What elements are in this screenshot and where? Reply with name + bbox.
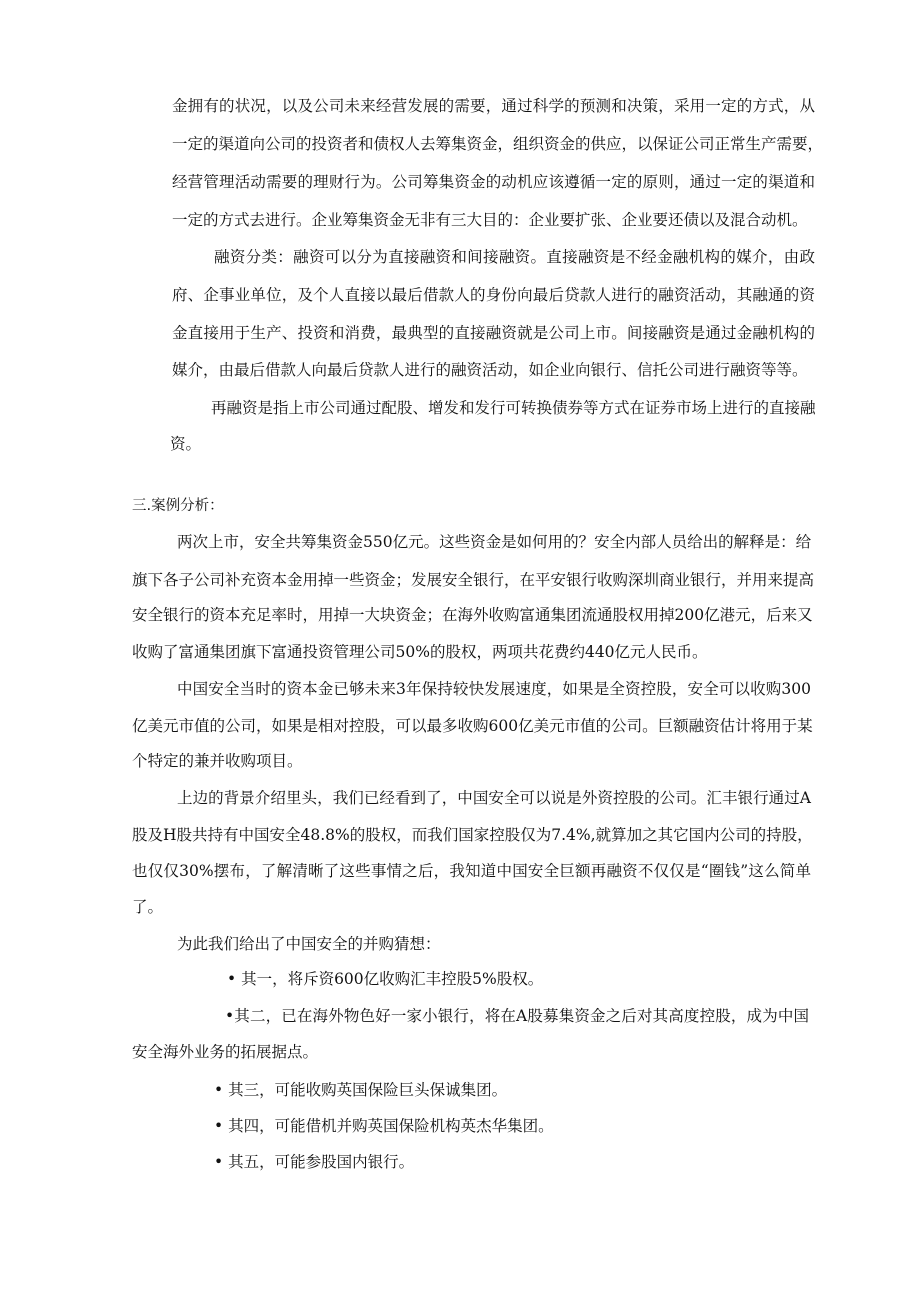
bullet-item-4: • 其四，可能借机并购英国保险机构英杰华集团。 bbox=[214, 1117, 554, 1135]
para4-line-4: 收购了富通集团旗下富通投资管理公司50%的股权，两项共花费约440亿元人民币。 bbox=[132, 643, 708, 661]
para4-line-1: 两次上市，安全共筹集资金550亿元。这些资金是如何用的？安全内部人员给出的解释是：给 bbox=[177, 533, 812, 551]
para2-line-2: 府、企事业单位，及个人直接以最后借款人的身份向最后贷款人进行的融资活动，其融通的资 bbox=[172, 286, 815, 304]
para1-line-2: 一定的渠道向公司的投资者和债权人去筹集资金，组织资金的供应，以保证公司正常生产需要， bbox=[172, 135, 824, 153]
section-heading: 三.案例分析： bbox=[132, 498, 224, 514]
para2-line-4: 媒介，由最后借款人向最后贷款人进行的融资活动，如企业向银行、信托公司进行融资等等。 bbox=[172, 361, 808, 379]
para1-line-3: 经营管理活动需要的理财行为。公司筹集资金的动机应该遵循一定的原则，通过一定的渠道和 bbox=[172, 173, 815, 191]
para1-line-1: 金拥有的状况，以及公司未来经营发展的需要，通过科学的预测和决策，采用一定的方式，从 bbox=[172, 97, 815, 115]
bullet-item-2: •其二，已在海外物色好一家小银行，将在A股募集资金之后对其高度控股，成为中国 bbox=[225, 1007, 809, 1025]
para1-line-4: 一定的方式去进行。企业筹集资金无非有三大目的：企业要扩张、企业要还债以及混合动机。 bbox=[172, 211, 808, 229]
para6-line-3: 也仅仅30%摆布，了解清晰了这些事情之后，我知道中国安全巨额再融资不仅仅是“圈钱”这么简单 bbox=[132, 862, 811, 880]
bullet-item-1: • 其一，将斥资600亿收购汇丰控股5%股权。 bbox=[227, 970, 544, 988]
para2-line-1: 融资分类：融资可以分为直接融资和间接融资。直接融资是不经金融机构的媒介，由政 bbox=[214, 248, 815, 266]
para7-line: 为此我们给出了中国安全的并购猜想： bbox=[177, 935, 441, 953]
bullet-item-2-continued: 安全海外业务的拓展据点。 bbox=[132, 1043, 319, 1061]
para3-line-2: 资。 bbox=[170, 435, 202, 453]
para6-line-2: 股及H股共持有中国安全48.8%的股权，而我们国家控股仅为7.4%,就算加之其它国内公司的持股， bbox=[132, 826, 813, 844]
para6-line-1: 上边的背景介绍里头，我们已经看到了，中国安全可以说是外资控股的公司。汇丰银行通过A bbox=[177, 789, 811, 807]
para3-line-1: 再融资是指上市公司通过配股、增发和发行可转换债券等方式在证券市场上进行的直接融 bbox=[211, 399, 816, 417]
para6-line-4: 了。 bbox=[132, 898, 164, 916]
para5-line-1: 中国安全当时的资本金已够未来3年保持较快发展速度，如果是全资控股，安全可以收购300 bbox=[177, 680, 811, 698]
para2-line-3: 金直接用于生产、投资和消费，最典型的直接融资就是公司上市。间接融资是通过金融机构的 bbox=[172, 324, 815, 342]
para4-line-2: 旗下各子公司补充资本金用掉一些资金；发展安全银行，在平安银行收购深圳商业银行，并用来提高 bbox=[132, 571, 815, 589]
para5-line-3: 个特定的兼并收购项目。 bbox=[132, 752, 303, 770]
para4-line-3: 安全银行的资本充足率时，用掉一大块资金；在海外收购富通集团流通股权用掉200亿港元，后来又 bbox=[132, 606, 813, 624]
bullet-item-5: • 其五，可能参股国内银行。 bbox=[214, 1153, 415, 1171]
para5-line-2: 亿美元市值的公司，如果是相对控股，可以最多收购600亿美元市值的公司。巨额融资估计将用于某 bbox=[132, 717, 813, 735]
bullet-item-3: • 其三，可能收购英国保险巨头保诚集团。 bbox=[214, 1081, 508, 1099]
